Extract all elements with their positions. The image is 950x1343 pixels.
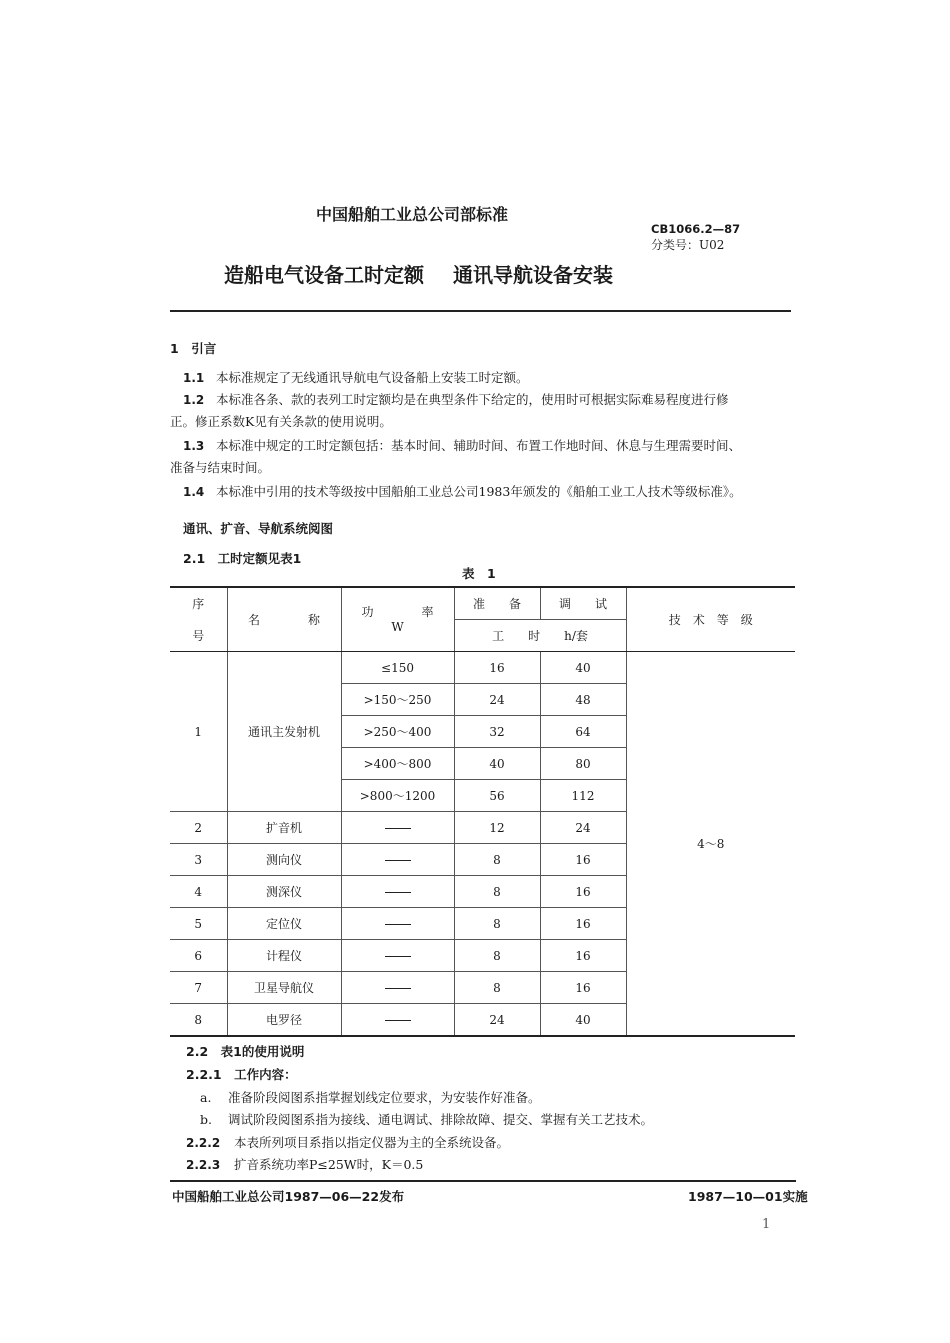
dash-mark — [385, 860, 411, 861]
name-cell: 计程仪 — [227, 940, 341, 972]
header-hours: 工 时 h/套 — [454, 620, 626, 652]
note-text: 本表所列项目系指以指定仪器为主的全系统设备。 — [234, 1135, 510, 1150]
name-cell: 通讯主发射机 — [227, 652, 341, 812]
dash-mark — [385, 988, 411, 989]
seq-cell: 4 — [170, 876, 227, 908]
debug-cell: 64 — [540, 716, 626, 748]
prep-cell: 8 — [454, 940, 540, 972]
prep-cell: 8 — [454, 908, 540, 940]
power-dash-cell — [341, 908, 454, 940]
power-cell: >250～400 — [341, 716, 454, 748]
name-cell: 扩音机 — [227, 812, 341, 844]
clause-number: 1.4 — [183, 485, 205, 499]
prep-cell: 8 — [454, 972, 540, 1004]
debug-cell: 16 — [540, 940, 626, 972]
prep-cell: 12 — [454, 812, 540, 844]
power-dash-cell — [341, 1004, 454, 1037]
name-cell: 卫星导航仪 — [227, 972, 341, 1004]
prep-cell: 8 — [454, 876, 540, 908]
dash-mark — [385, 1020, 411, 1021]
work-hours-table — [170, 586, 795, 1037]
debug-cell: 112 — [540, 780, 626, 812]
note-2-2-3 — [186, 1155, 423, 1173]
prep-cell: 40 — [454, 748, 540, 780]
note-item-a — [200, 1088, 541, 1106]
dash-mark — [385, 892, 411, 893]
name-cell: 定位仪 — [227, 908, 341, 940]
note-text: 扩音系统功率P≤25W时，K＝0.5 — [234, 1157, 424, 1172]
document-title-right: 通讯导航设备安装 — [453, 263, 613, 287]
seq-cell: 6 — [170, 940, 227, 972]
power-cell: >800～1200 — [341, 780, 454, 812]
prep-cell: 56 — [454, 780, 540, 812]
power-cell: >150～250 — [341, 684, 454, 716]
name-cell: 测深仪 — [227, 876, 341, 908]
clause-1-3 — [183, 436, 741, 454]
dash-mark — [385, 828, 411, 829]
header-grade: 技 术 等 级 — [626, 587, 795, 652]
standard-number: CB1066.2—87 — [651, 222, 741, 236]
seq-cell: 5 — [170, 908, 227, 940]
note-item-text: 准备阶段阅图系指掌握划线定位要求，为安装作好准备。 — [228, 1090, 541, 1105]
prep-cell: 32 — [454, 716, 540, 748]
table-caption: 表 1 — [462, 566, 496, 581]
note-item-label: a. — [200, 1090, 212, 1105]
note-2-2-2 — [186, 1133, 509, 1151]
clause-number: 1.3 — [183, 439, 205, 453]
header-name: 名 称 — [227, 587, 341, 652]
header-power: 功 率 — [341, 587, 454, 620]
power-dash-cell — [341, 876, 454, 908]
debug-cell: 24 — [540, 812, 626, 844]
classification-number: 分类号：U02 — [651, 238, 725, 252]
clause-number: 1.1 — [183, 371, 205, 385]
power-dash-cell — [341, 940, 454, 972]
name-cell: 测向仪 — [227, 844, 341, 876]
debug-cell: 16 — [540, 908, 626, 940]
header-prep: 准 备 — [454, 587, 540, 620]
dash-mark — [385, 924, 411, 925]
clause-number: 1.2 — [183, 393, 205, 407]
effective-date: 1987—10—01实施 — [688, 1189, 808, 1204]
debug-cell: 40 — [540, 652, 626, 684]
clause-1-1 — [183, 368, 529, 386]
grade-cell: 4～8 — [626, 652, 795, 1037]
clause-text: 本标准规定了无线通讯导航电气设备船上安装工时定额。 — [216, 370, 529, 385]
debug-cell: 16 — [540, 876, 626, 908]
clause-1-3-continuation: 准备与结束时间。 — [170, 460, 271, 475]
header-seq-bottom: 号 — [170, 620, 227, 652]
prep-cell: 16 — [454, 652, 540, 684]
header-rule — [170, 310, 791, 312]
clause-text: 本标准中规定的工时定额包括：基本时间、辅助时间、布置工作地时间、休息与生理需要时间、 — [216, 438, 742, 453]
table-row — [170, 652, 795, 684]
debug-cell: 80 — [540, 748, 626, 780]
document-title-left: 造船电气设备工时定额 — [224, 263, 424, 287]
power-cell: ≤150 — [341, 652, 454, 684]
footer-rule — [170, 1180, 796, 1182]
header-debug: 调 试 — [540, 587, 626, 620]
power-dash-cell — [341, 972, 454, 1004]
debug-cell: 40 — [540, 1004, 626, 1037]
note-2-2-heading: 2.2 表1的使用说明 — [186, 1044, 305, 1059]
page-number: 1 — [762, 1217, 771, 1232]
header-power-unit: W — [341, 620, 454, 652]
note-number: 2.2.2 — [186, 1136, 221, 1150]
clause-text: 本标准中引用的技术等级按中国船舶工业总公司1983年颁发的《船舶工业工人技术等级标准》。 — [216, 484, 742, 499]
seq-cell: 7 — [170, 972, 227, 1004]
note-number: 2.2.3 — [186, 1158, 221, 1172]
seq-cell: 2 — [170, 812, 227, 844]
section2-heading: 通讯、扩音、导航系统阅图 — [183, 521, 334, 536]
seq-cell: 8 — [194, 1012, 203, 1027]
name-cell: 电罗径 — [227, 1004, 341, 1037]
note-item-label: b. — [200, 1112, 212, 1127]
debug-cell: 16 — [540, 844, 626, 876]
note-item-b — [200, 1110, 653, 1128]
power-dash-cell — [341, 812, 454, 844]
debug-cell: 48 — [540, 684, 626, 716]
note-item-text: 调试阶段阅图系指为接线、通电调试、排除故障、提交、掌握有关工艺技术。 — [228, 1112, 654, 1127]
issue-date: 中国船舶工业总公司1987—06—22发布 — [172, 1189, 405, 1204]
section2-1-heading: 2.1 工时定额见表1 — [183, 551, 302, 566]
dash-mark — [385, 956, 411, 957]
power-cell: >400～800 — [341, 748, 454, 780]
seq-cell: 3 — [170, 844, 227, 876]
note-2-2-1-heading: 2.2.1 工作内容： — [186, 1067, 297, 1082]
clause-1-2-continuation: 正。修正系数K见有关条款的使用说明。 — [170, 414, 392, 429]
issuer-title: 中国船舶工业总公司部标准 — [316, 205, 509, 224]
power-dash-cell — [341, 844, 454, 876]
prep-cell: 8 — [454, 844, 540, 876]
section1-heading: 1 引言 — [170, 341, 217, 356]
clause-1-4 — [183, 482, 742, 500]
clause-text: 本标准各条、款的表列工时定额均是在典型条件下给定的，使用时可根据实际难易程度进行修 — [216, 392, 729, 407]
prep-cell: 24 — [454, 1004, 540, 1037]
header-seq-top: 序 — [192, 597, 205, 612]
clause-1-2 — [183, 390, 729, 408]
debug-cell: 16 — [540, 972, 626, 1004]
seq-cell: 1 — [170, 652, 227, 812]
prep-cell: 24 — [454, 684, 540, 716]
